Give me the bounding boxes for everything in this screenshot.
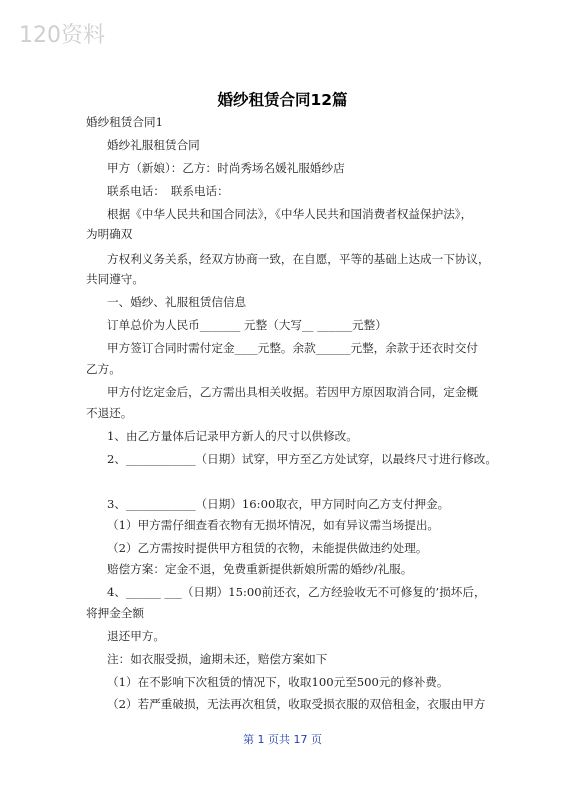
paragraph-line: 将押金全额 bbox=[86, 606, 144, 620]
paragraph-line: 1、由乙方量体后记录甲方新人的尺寸以供修改。 bbox=[107, 429, 358, 443]
paragraph-line: 3、____________（日期）16:00取衣，甲方同时向乙方支付押金。 bbox=[107, 497, 450, 511]
paragraph-line: 为明确双 bbox=[86, 227, 133, 241]
paragraph-line: 甲方签订合同时需付定金____元整。余款______元整，余款于还衣时交付 bbox=[107, 341, 479, 355]
paragraph-line: 订单总价为人民币_______ 元整（大写__ ______元整） bbox=[107, 318, 387, 332]
document-title: 婚纱租赁合同12篇 bbox=[217, 91, 348, 109]
paragraph-line: 注：如衣服受损，逾期未还，赔偿方案如下 bbox=[107, 652, 328, 666]
paragraph-line: 4、______ ___（日期）15:00前还衣，乙方经验收无不可修复的’损坏后， bbox=[107, 585, 486, 599]
contract-heading: 婚纱租赁合同1 bbox=[86, 115, 163, 129]
paragraph-line: 2、____________（日期）试穿，甲方至乙方处试穿，以最终尺寸进行修改。 bbox=[107, 452, 497, 466]
paragraph-line: 方权利义务关系，经双方协商一致，在自愿，平等的基础上达成一下协议， bbox=[107, 252, 490, 266]
paragraph-line: （1）在不影响下次租赁的情况下，收取100元至500元的修补费。 bbox=[107, 675, 449, 689]
paragraph-line: 退还甲方。 bbox=[107, 629, 165, 643]
paragraph-line: （2）若严重破损，无法再次租赁，收取受损衣服的双倍租金，衣服由甲方 bbox=[107, 697, 486, 711]
paragraph-line: 共同遵守。 bbox=[86, 272, 144, 286]
paragraph-line: 根据《中华人民共和国合同法》，《中华人民共和国消费者权益保护法》， bbox=[107, 207, 473, 221]
paragraph-line: 婚纱礼服租赁合同 bbox=[107, 138, 200, 152]
page-number-footer: 第 1 页共 17 页 bbox=[243, 733, 322, 746]
paragraph-line: 不退还。 bbox=[86, 406, 133, 420]
paragraph-line: 甲方付讫定金后，乙方需出具相关收据。若因甲方原因取消合同，定金概 bbox=[107, 385, 479, 399]
paragraph-line: 甲方（新娘）：乙方：时尚秀场名媛礼服婚纱店 bbox=[107, 161, 345, 175]
paragraph-line: 赔偿方案：定金不退，免费重新提供新娘所需的婚纱/礼服。 bbox=[107, 562, 413, 576]
paragraph-line: 联系电话： 联系电话： bbox=[107, 184, 229, 198]
paragraph-line: （2）乙方需按时提供甲方租赁的衣物，未能提供做违约处理。 bbox=[107, 541, 428, 555]
watermark-logo: 120资料 bbox=[19, 23, 105, 48]
paragraph-line: 乙方。 bbox=[86, 362, 121, 376]
paragraph-line: （1）甲方需仔细查看衣物有无损坏情况，如有异议需当场提出。 bbox=[107, 518, 440, 532]
section-heading: 一、婚纱、礼服租赁信信息 bbox=[107, 295, 247, 309]
